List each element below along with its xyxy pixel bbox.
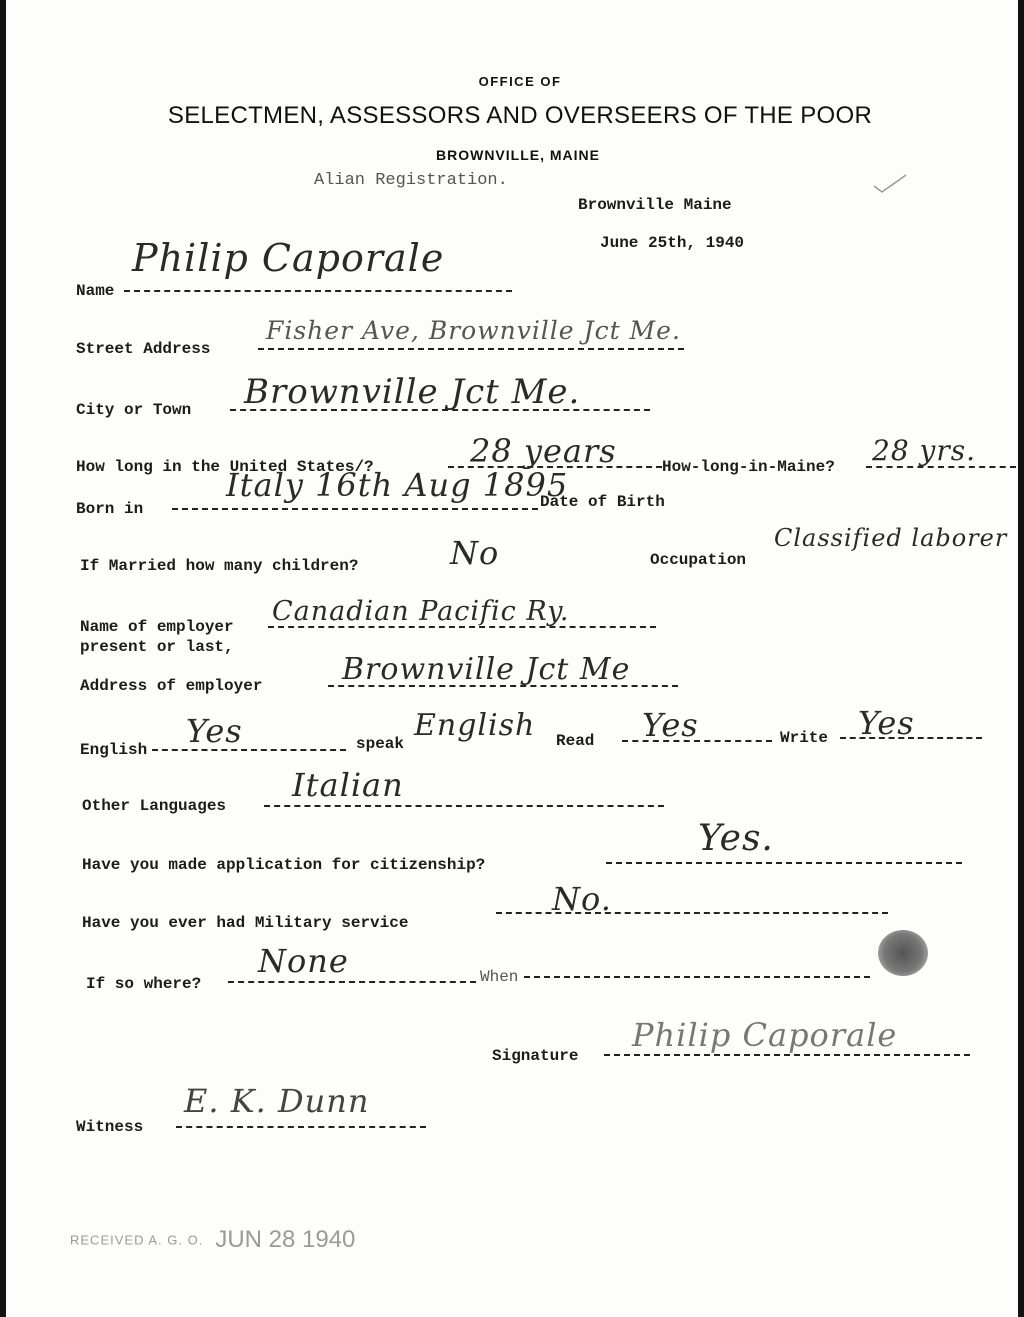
- stamp-received-label: RECEIVED A. G. O.: [70, 1232, 204, 1248]
- label-read: Read: [556, 732, 595, 750]
- label-where: If so where?: [86, 975, 202, 993]
- label-occupation: Occupation: [650, 551, 747, 569]
- english-line: [152, 749, 346, 751]
- letterhead-title: SELECTMEN, ASSESSORS AND OVERSEERS OF THE POOR: [167, 102, 873, 129]
- value-occupation: Classified laborer: [774, 524, 1008, 552]
- scan-border-left: [0, 0, 6, 1317]
- label-citizenship: Have you made application for citizenship?: [82, 856, 486, 874]
- label-employer: Name of employer: [80, 618, 234, 636]
- label-children: If Married how many children?: [80, 557, 359, 575]
- label-other-languages: Other Languages: [82, 797, 227, 815]
- value-english: Yes: [186, 712, 243, 750]
- value-write: Yes: [858, 704, 915, 742]
- value-speak: English: [414, 708, 536, 743]
- value-years-maine: 28 yrs.: [872, 434, 977, 467]
- street-address-line: [258, 348, 684, 350]
- label-speak: speak: [356, 735, 405, 753]
- value-years-us: 28 years: [470, 432, 617, 470]
- value-witness: E. K. Dunn: [184, 1082, 370, 1120]
- value-other-languages: Italian: [292, 766, 404, 804]
- value-signature: Philip Caporale: [632, 1016, 898, 1054]
- label-english: English: [80, 741, 148, 759]
- other-languages-line: [264, 805, 664, 807]
- value-street-address: Fisher Ave, Brownville Jct Me.: [266, 316, 681, 345]
- value-born-in: Italy 16th Aug 1895: [226, 466, 569, 504]
- name-line: [124, 290, 512, 292]
- received-stamp: [70, 1226, 355, 1254]
- value-children: No: [450, 534, 500, 572]
- label-military: Have you ever had Military service: [82, 914, 409, 932]
- where-line: [228, 981, 476, 983]
- value-name: Philip Caporale: [132, 236, 445, 280]
- value-city: Brownville Jct Me.: [244, 372, 581, 412]
- value-employer: Canadian Pacific Ry.: [272, 596, 570, 627]
- stamp-date: JUN 28 1940: [215, 1226, 356, 1253]
- value-read: Yes: [642, 706, 699, 744]
- scan-border-right: [1018, 0, 1024, 1317]
- letterhead-office-of: OFFICE OF: [478, 74, 562, 89]
- witness-line: [176, 1126, 426, 1128]
- date-line: June 25th, 1940: [600, 234, 745, 252]
- label-when: When: [480, 968, 519, 986]
- label-how-long-maine: How-long-in-Maine?: [662, 458, 835, 476]
- label-how-long-us: How long in the United States/?: [76, 458, 374, 476]
- checkmark-icon: [872, 172, 908, 194]
- value-employer-address: Brownville Jct Me: [342, 652, 631, 687]
- label-city-or-town: City or Town: [76, 401, 192, 419]
- when-line: [524, 976, 870, 978]
- citizenship-line: [606, 862, 962, 864]
- label-write: Write: [780, 729, 829, 747]
- letterhead-town: BROWNVILLE, MAINE: [436, 147, 600, 163]
- born-in-line: [172, 508, 538, 510]
- signature-line: [604, 1054, 970, 1056]
- label-date-of-birth: Date of Birth: [540, 493, 665, 511]
- place-line: Brownville Maine: [578, 196, 732, 214]
- value-citizenship: Yes.: [698, 818, 774, 859]
- ink-stain: [878, 930, 928, 976]
- value-where: None: [258, 942, 349, 980]
- label-street-address: Street Address: [76, 340, 211, 358]
- label-born-in: Born in: [76, 500, 144, 518]
- form-title: Alian Registration.: [314, 171, 508, 190]
- value-military: No.: [552, 880, 612, 918]
- label-employer-address: Address of employer: [80, 677, 263, 695]
- label-signature: Signature: [492, 1047, 579, 1065]
- label-witness: Witness: [76, 1118, 144, 1136]
- label-name: Name: [76, 282, 115, 300]
- label-present-or-last: present or last,: [80, 638, 234, 656]
